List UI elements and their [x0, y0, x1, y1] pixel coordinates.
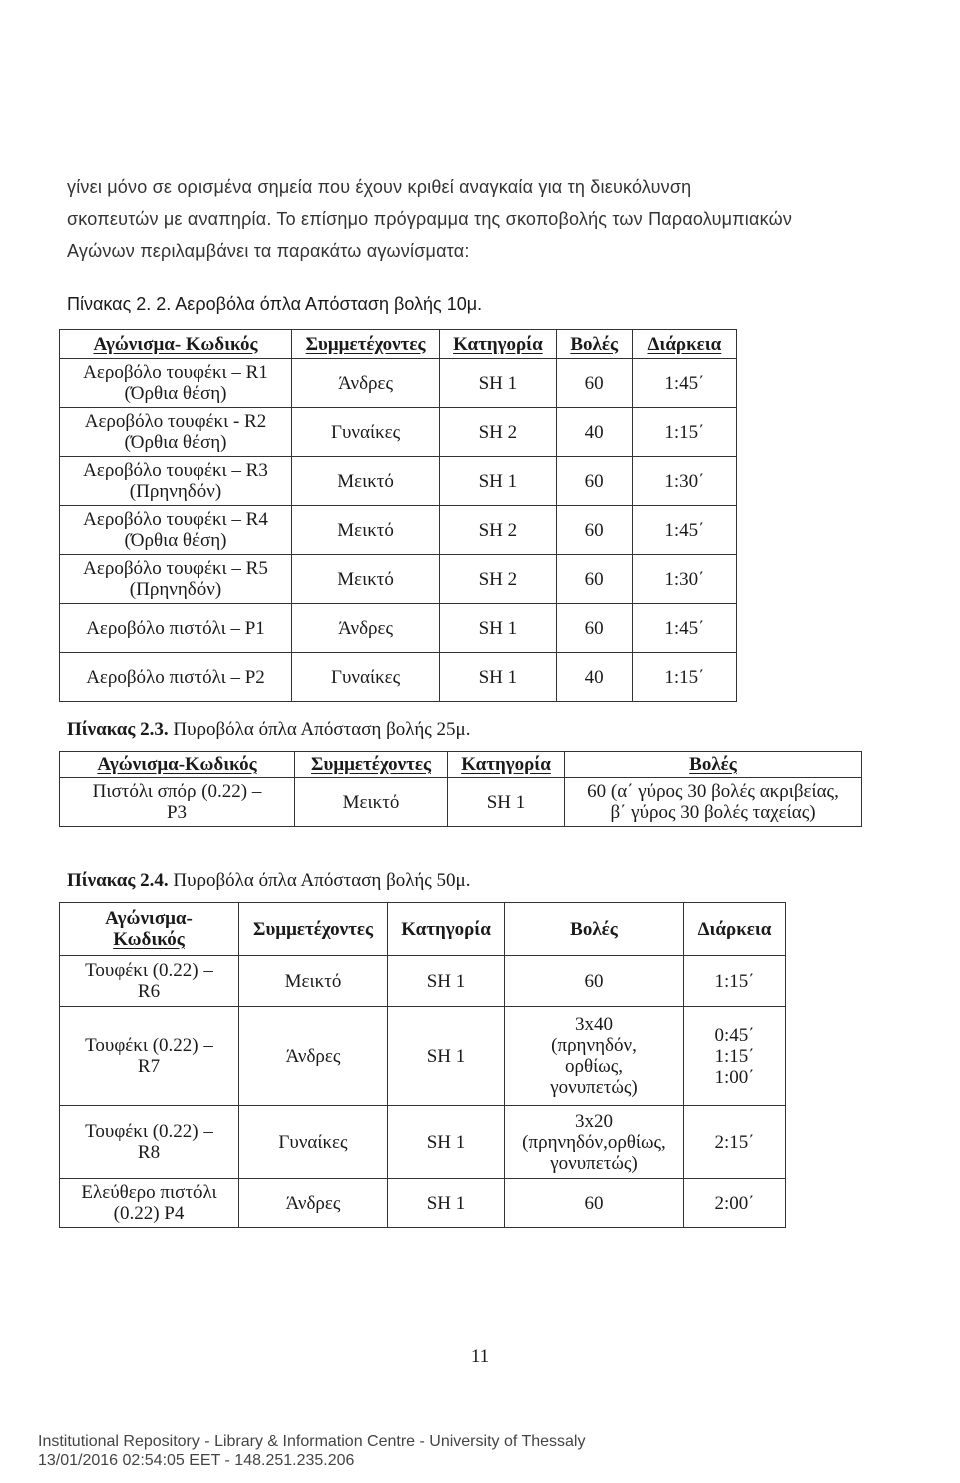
event-cell: Ελεύθερο πιστόλι (0.22) P4 [60, 1179, 239, 1228]
shots-cell: 3x20 (πρηνηδόν,ορθίως, γονυπετώς) [505, 1106, 684, 1179]
table-header-row [60, 903, 786, 956]
header-participants: Συμμετέχοντες [239, 903, 388, 956]
category-cell: SH 2 [440, 555, 556, 604]
event-cell: Τουφέκι (0.22) – R6 [60, 956, 239, 1007]
category-cell: SH 1 [388, 1007, 505, 1106]
shots-cell: 40 [556, 653, 632, 702]
event-cell: Αεροβόλο τουφέκι – R1 (Όρθια θέση) [60, 359, 292, 408]
header-duration: Διάρκεια [684, 903, 786, 956]
event-cell: Αεροβόλο τουφέκι – R4 (Όρθια θέση) [60, 506, 292, 555]
category-cell: SH 2 [440, 506, 556, 555]
category-cell: SH 1 [440, 604, 556, 653]
duration-cell: 0:45΄ 1:15΄ 1:00΄ [684, 1007, 786, 1106]
participants-cell: Γυναίκες [291, 408, 439, 457]
shots-cell: 60 [556, 604, 632, 653]
header-participants: Συμμετέχοντες [295, 752, 448, 778]
intro-line: γίνει μόνο σε ορισμένα σημεία που έχουν κριθεί αναγκαία για τη διευκόλυνση [67, 177, 692, 197]
event-cell: Αεροβόλο πιστόλι – P2 [60, 653, 292, 702]
category-cell: SH 1 [388, 1179, 505, 1228]
table-row [60, 1179, 786, 1228]
category-cell: SH 2 [440, 408, 556, 457]
shots-cell: 60 (α΄ γύρος 30 βολές ακριβείας, β΄ γύρος 30 βολές ταχείας) [565, 778, 862, 827]
participants-cell: Άνδρες [291, 359, 439, 408]
header-event: Αγώνισμα-Κωδικός [60, 752, 295, 778]
table-firearms-25m [59, 751, 862, 827]
category-cell: SH 1 [440, 653, 556, 702]
duration-cell: 2:15΄ [684, 1106, 786, 1179]
participants-cell: Γυναίκες [291, 653, 439, 702]
header-category: Κατηγορία [440, 330, 556, 359]
event-cell: Αεροβόλο τουφέκι - R2 (Όρθια θέση) [60, 408, 292, 457]
duration-cell: 1:45΄ [632, 359, 736, 408]
table-row [60, 1007, 786, 1106]
participants-cell: Μεικτό [291, 506, 439, 555]
footer-repository: Institutional Repository - Library & Information Centre - University of Thessaly [38, 1433, 586, 1450]
header-shots: Βολές [505, 903, 684, 956]
table1-caption-number: Πίνακας 2. 2. [67, 294, 172, 314]
participants-cell: Άνδρες [239, 1179, 388, 1228]
event-cell: Αεροβόλο πιστόλι – P1 [60, 604, 292, 653]
header-shots: Βολές [556, 330, 632, 359]
participants-cell: Μεικτό [295, 778, 448, 827]
table-header-row [60, 330, 737, 359]
intro-line: Αγώνων περιλαμβάνει τα παρακάτω αγωνίσματα: [67, 241, 470, 261]
table-row [60, 956, 786, 1007]
duration-cell: 2:00΄ [684, 1179, 786, 1228]
shots-cell: 3x40 (πρηνηδόν, ορθίως, γονυπετώς) [505, 1007, 684, 1106]
table-row [60, 555, 737, 604]
category-cell: SH 1 [440, 457, 556, 506]
table2-caption-text: Πυροβόλα όπλα Απόσταση βολής 25μ. [168, 719, 471, 740]
header-duration: Διάρκεια [632, 330, 736, 359]
event-cell: Αεροβόλο τουφέκι – R5 (Πρηνηδόν) [60, 555, 292, 604]
duration-cell: 1:30΄ [632, 555, 736, 604]
duration-cell: 1:15΄ [632, 653, 736, 702]
footer-timestamp: 13/01/2016 02:54:05 EET - 148.251.235.206 [38, 1452, 355, 1469]
table3-caption-number: Πίνακας 2.4. [67, 870, 169, 891]
duration-cell: 1:30΄ [632, 457, 736, 506]
header-participants: Συμμετέχοντες [291, 330, 439, 359]
table-row [60, 1106, 786, 1179]
table-airguns-10m [59, 329, 737, 702]
table-row [60, 359, 737, 408]
event-cell: Αεροβόλο τουφέκι – R3 (Πρηνηδόν) [60, 457, 292, 506]
table2-caption [67, 719, 470, 741]
shots-cell: 60 [556, 457, 632, 506]
header-category: Κατηγορία [448, 752, 565, 778]
category-cell: SH 1 [448, 778, 565, 827]
shots-cell: 60 [505, 956, 684, 1007]
table-row [60, 457, 737, 506]
participants-cell: Μεικτό [239, 956, 388, 1007]
header-event: Αγώνισμα- Κωδικός [60, 903, 239, 956]
page-number: 11 [470, 1346, 490, 1367]
table3-caption [67, 870, 470, 892]
table3-caption-text: Πυροβόλα όπλα Απόσταση βολής 50μ. [168, 870, 471, 891]
duration-cell: 1:15΄ [632, 408, 736, 457]
category-cell: SH 1 [388, 956, 505, 1007]
duration-cell: 1:15΄ [684, 956, 786, 1007]
participants-cell: Μεικτό [291, 457, 439, 506]
intro-paragraph [67, 171, 827, 267]
shots-cell: 60 [556, 359, 632, 408]
table-row [60, 778, 862, 827]
table1-caption-text: Αεροβόλα όπλα Απόσταση βολής 10μ. [171, 294, 483, 314]
table1-caption [67, 294, 482, 315]
table-header-row [60, 752, 862, 778]
table2-caption-number: Πίνακας 2.3. [67, 719, 169, 740]
table-row [60, 604, 737, 653]
duration-cell: 1:45΄ [632, 506, 736, 555]
category-cell: SH 1 [440, 359, 556, 408]
participants-cell: Άνδρες [291, 604, 439, 653]
table-row [60, 653, 737, 702]
event-cell: Τουφέκι (0.22) – R8 [60, 1106, 239, 1179]
participants-cell: Γυναίκες [239, 1106, 388, 1179]
event-cell: Τουφέκι (0.22) – R7 [60, 1007, 239, 1106]
event-cell: Πιστόλι σπόρ (0.22) – P3 [60, 778, 295, 827]
shots-cell: 60 [556, 506, 632, 555]
table-firearms-50m [59, 902, 786, 1228]
category-cell: SH 1 [388, 1106, 505, 1179]
shots-cell: 60 [556, 555, 632, 604]
duration-cell: 1:45΄ [632, 604, 736, 653]
table-row [60, 506, 737, 555]
table-row [60, 408, 737, 457]
participants-cell: Άνδρες [239, 1007, 388, 1106]
shots-cell: 60 [505, 1179, 684, 1228]
header-event: Αγώνισμα- Κωδικός [60, 330, 292, 359]
shots-cell: 40 [556, 408, 632, 457]
header-shots: Βολές [565, 752, 862, 778]
intro-line: σκοπευτών με αναπηρία. Το επίσημο πρόγραμμα της σκοποβολής των Παραολυμπιακών [67, 209, 793, 229]
header-category: Κατηγορία [388, 903, 505, 956]
participants-cell: Μεικτό [291, 555, 439, 604]
